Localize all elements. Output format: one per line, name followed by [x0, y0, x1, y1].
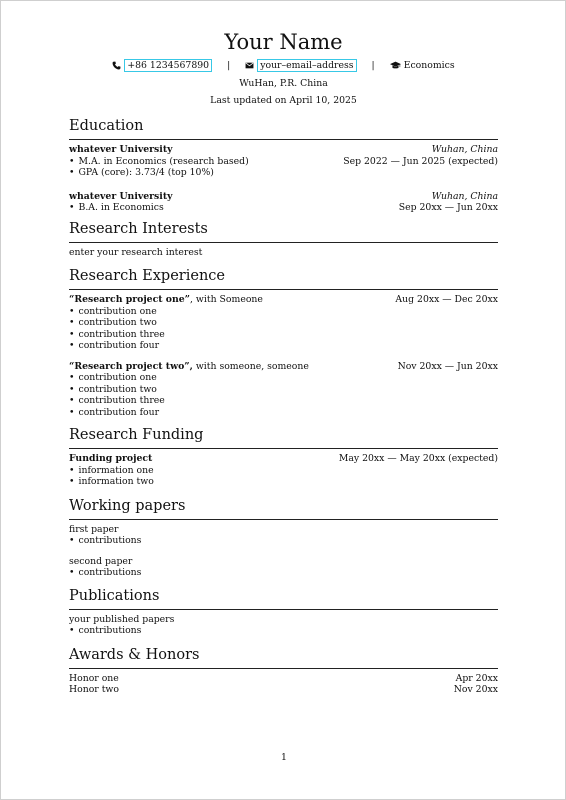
field-item — [390, 60, 455, 71]
phone-link[interactable]: +86 1234567890 — [124, 59, 212, 72]
section-title-research-experience: Research Experience — [69, 268, 498, 290]
project-dates: Nov 20xx — Jun 20xx — [397, 360, 498, 372]
page-number: 1 — [281, 752, 287, 763]
degree: • M.A. in Economics (research based) — [69, 156, 249, 168]
publication-text: your published papers — [69, 613, 175, 625]
section-title-research-interests: Research Interests — [69, 221, 498, 243]
awards-section — [69, 647, 498, 696]
paper-name: first paper — [69, 523, 119, 535]
award-date: Nov 20xx — [453, 684, 498, 695]
list-item: • contributions — [69, 535, 498, 547]
award-date: Apr 20xx — [455, 672, 498, 684]
paper-name: second paper — [69, 555, 133, 567]
award-row — [69, 673, 498, 685]
list-item: • contribution three — [69, 329, 498, 341]
section-title-education: Education — [69, 118, 498, 140]
research-interests-text: enter your research interest — [69, 246, 203, 258]
list-item: • contribution four — [69, 407, 498, 419]
section-title-research-funding: Research Funding — [69, 427, 498, 449]
list-item: • contribution two — [69, 384, 498, 396]
section-title-publications: Publications — [69, 588, 498, 610]
school-name: whatever University — [69, 144, 173, 155]
contact-line — [69, 57, 498, 73]
project-name: “Research project one” — [69, 294, 191, 305]
phone-item — [112, 59, 212, 72]
separator: | — [227, 59, 231, 71]
phone-icon — [112, 61, 121, 70]
paper-entry — [69, 524, 498, 547]
education-section — [69, 118, 498, 214]
working-papers-section — [69, 498, 498, 579]
email-item — [245, 59, 356, 72]
school-place: Wuhan, China — [431, 144, 498, 155]
award-row — [69, 684, 498, 696]
paper-entry — [69, 556, 498, 579]
graduation-cap-icon — [390, 61, 401, 70]
list-item: • contribution one — [69, 372, 498, 384]
school-place: Wuhan, China — [431, 190, 498, 202]
degree: • B.A. in Economics — [69, 202, 164, 214]
list-item: • contributions — [69, 625, 498, 637]
gpa: • GPA (core): 3.73/4 (top 10%) — [69, 167, 214, 179]
cv-name: Your Name — [224, 30, 343, 54]
separator: | — [371, 59, 375, 71]
list-item: • information two — [69, 476, 498, 488]
education-entry — [69, 144, 498, 179]
research-experience-section — [69, 268, 498, 418]
research-project — [69, 361, 498, 419]
section-title-awards: Awards & Honors — [69, 647, 498, 669]
awards-list — [69, 673, 498, 696]
award-name: Honor two — [69, 684, 119, 695]
project-dates: Aug 20xx — Dec 20xx — [395, 294, 498, 305]
funding-dates: May 20xx — May 20xx (expected) — [338, 453, 498, 464]
research-interests-section — [69, 221, 498, 259]
list-item: • contribution three — [69, 395, 498, 407]
research-funding-section — [69, 427, 498, 488]
project-collaborators: , with Someone — [190, 294, 263, 305]
funding-name: Funding project — [69, 453, 153, 464]
funding-entry — [69, 453, 498, 488]
list-item: • contributions — [69, 567, 498, 579]
research-project — [69, 294, 498, 352]
list-item: • contribution two — [69, 317, 498, 329]
project-name: “Research project two”, — [69, 360, 193, 372]
envelope-icon — [245, 61, 254, 70]
degree-dates: Sep 20xx — Jun 20xx — [398, 202, 498, 213]
section-title-working-papers: Working papers — [69, 498, 498, 520]
publications-section — [69, 588, 498, 637]
education-entry — [69, 191, 498, 214]
list-item: • contribution four — [69, 340, 498, 352]
project-collaborators: with someone, someone — [192, 360, 309, 372]
email-link[interactable]: your–email–address — [257, 59, 356, 72]
degree-dates: Sep 2022 — Jun 2025 (expected) — [343, 155, 498, 167]
list-item: • information one — [69, 465, 498, 477]
cv-content — [69, 29, 498, 696]
list-item: • contribution one — [69, 306, 498, 318]
last-updated: Last updated on April 10, 2025 — [210, 95, 357, 106]
school-name: whatever University — [69, 190, 173, 202]
publication-entry — [69, 614, 498, 637]
location: WuHan, P.R. China — [239, 78, 328, 89]
field-text: Economics — [403, 59, 455, 71]
award-name: Honor one — [69, 672, 119, 684]
